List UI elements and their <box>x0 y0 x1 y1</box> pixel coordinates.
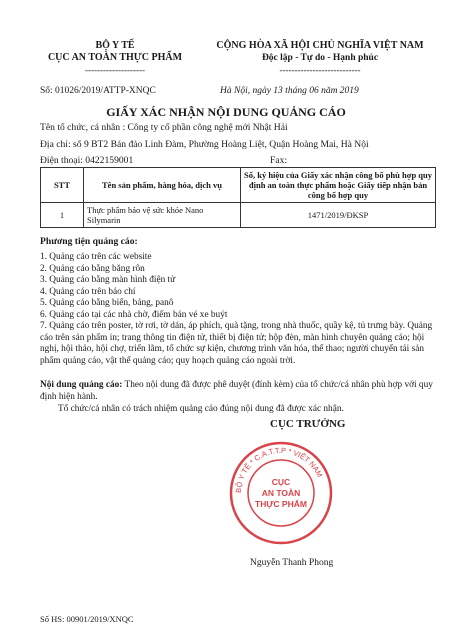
responsibility-note: Tổ chức/cá nhân có trách nhiệm quảng cáo đúng nội dung đã được xác nhận. <box>58 404 344 414</box>
content-paragraph <box>40 380 438 403</box>
nation-name: CỘNG HÒA XÃ HỘI CHỦ NGHĨA VIỆT NAM <box>216 40 424 51</box>
list-item: 6. Quảng cáo tại các nhà chờ, điểm bán vé xe buýt <box>40 309 228 320</box>
table-cell: 1 <box>41 203 84 228</box>
table-header-cell: STT <box>41 168 84 203</box>
list-item: 4. Quảng cáo trên báo chí <box>40 286 136 297</box>
dossier-number: Số HS: 00901/2019/XNQC <box>40 614 134 624</box>
table-row <box>41 203 436 228</box>
document-number: Số: 01026/2019/ATTP-XNQC <box>40 86 156 96</box>
list-item: 3. Quảng cáo bằng màn hình điện tử <box>40 275 176 285</box>
table-cell: 1471/2019/ĐKSP <box>241 203 436 228</box>
document-title: GIẤY XÁC NHẬN NỘI DUNG QUẢNG CÁO <box>106 105 346 119</box>
signer-name: Nguyễn Thanh Phong <box>250 558 334 568</box>
signatory-title: CỤC TRƯỞNG <box>270 418 346 430</box>
phone-line: Điện thoại: 0422159001 <box>40 155 134 166</box>
ministry-name: BỘ Y TẾ <box>95 40 135 51</box>
document-date: Hà Nội, ngày 13 tháng 06 năm 2019 <box>220 86 359 96</box>
header-left <box>40 40 190 76</box>
seal-line-3: THỰC PHẨM <box>255 499 307 509</box>
address-line: Địa chỉ: số 9 BT2 Bán đảo Linh Đàm, Phường Hoàng Liệt, Quận Hoàng Mai, Hà Nội <box>40 139 369 150</box>
list-item: 1. Quảng cáo trên các website <box>40 252 152 262</box>
list-item: 7. Quảng cáo trên poster, tờ rơi, tờ dán, áp phích, quà tặng, trong nhà thuốc, quầy kệ, tủ trưng bày. Quảng cáo trên sản phẩm in; trang thông tin điện tử, thiết bị điện tử; hộp đèn, màn hình chuyên quảng cáo; hội nghị, hội thảo, hội chợ, triển lãm, tổ chức sự kiện, chương trình văn hóa, thể thao; người chuyển tải sản phẩm quảng cáo, vật thể quảng cáo; quy hoạch quảng cáo ngoài trời. <box>40 321 433 366</box>
table-header-cell: Số, ký hiệu của Giấy xác nhận công bố phù hợp quy định an toàn thực phẩm hoặc Giấy tiếp nhận bản công bố hợp quy <box>241 168 436 203</box>
official-seal <box>228 440 334 546</box>
seal-line-2: AN TOÀN <box>261 488 301 498</box>
left-divider: -------------------- <box>85 65 145 75</box>
list-item: 5. Quảng cáo bằng biển, bảng, panô <box>40 298 174 308</box>
motto: Độc lập - Tự do - Hạnh phúc <box>261 53 379 63</box>
list-item: 2. Quảng cáo bằng băng rôn <box>40 263 145 274</box>
media-list <box>40 252 438 367</box>
seal-line-1: CỤC <box>271 477 291 487</box>
seal-ring-text: BỘ Y TẾ * C.A.T.T.P * VIỆT NAM <box>233 445 325 494</box>
table-header-row <box>41 168 436 203</box>
table-cell: Thực phẩm bảo vệ sức khỏe Nano Silymarin <box>84 203 241 228</box>
department-name: CỤC AN TOÀN THỰC PHẨM <box>47 52 183 63</box>
table-header-cell: Tên sản phẩm, hàng hóa, dịch vụ <box>84 168 241 203</box>
content-text: Theo nội dung đã được phê duyệt (đính kèm) của tổ chức/cá nhân phù hợp với quy định hiện hành. <box>40 380 433 402</box>
org-line: Tên tổ chức, cá nhân : Công ty cổ phần công nghệ mới Nhật Hải <box>40 122 288 133</box>
right-divider: --------------------------- <box>279 65 361 75</box>
product-table <box>40 167 436 228</box>
media-title: Phương tiện quảng cáo: <box>40 236 138 247</box>
header-right <box>205 40 435 76</box>
content-label: Nội dung quảng cáo: <box>40 380 123 390</box>
fax-label: Fax: <box>270 155 288 166</box>
